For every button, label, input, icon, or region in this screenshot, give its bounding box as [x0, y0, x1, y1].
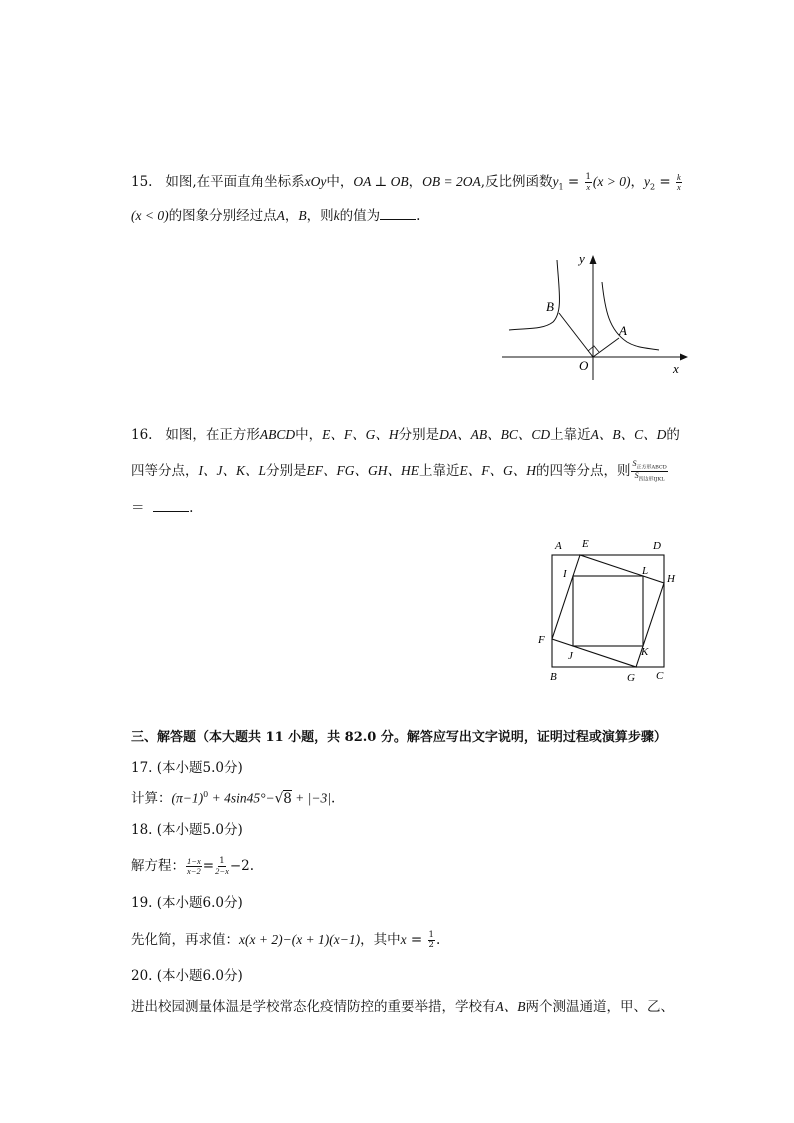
q16-line1: 16. 如图，在正方形ABCD中，E、F、G、H分别是DA、AB、BC、CD上靠近A、B、C、D的: [131, 427, 680, 443]
x-axis-arrow: [680, 354, 688, 361]
label-B: B: [546, 299, 554, 314]
svg-text:B: B: [550, 671, 557, 683]
figure-16-squares: [530, 535, 690, 685]
svg-text:F: F: [538, 634, 545, 646]
curve-y2: [509, 260, 560, 330]
q18-header: 18. (本小题5.0分): [131, 822, 243, 838]
q20-body: 进出校园测量体温是学校常态化疫情防控的重要举措，学校有A、B两个测温通道，甲、乙、: [131, 999, 674, 1015]
section-3-heading: 三、解答题（本大题共 11 小题，共 82.0 分。解答应写出文字说明，证明过程或演算步骤）: [131, 730, 667, 745]
sqrt-symbol: √: [274, 790, 284, 807]
svg-text:G: G: [627, 672, 635, 684]
q15-line1: 15. 如图,在平面直角坐标系xOy中，OA ⊥ OB，OB = 2OA,反比例函数$y_1$ = $\frac{1}{x}$ (x > 0)，$y_2$ = $\frac{k}{x}$: [131, 172, 681, 192]
answer-blank: [380, 209, 416, 220]
q18-body: 解方程： $\frac{1-x}{x-2}$ = $\frac{1}{2-x}$ −2.: [131, 856, 255, 876]
q16-line2: 四等分点，I、J、K、L分别是EF、FG、GH、HE上靠近E、F、G、H的四等分点，则 $\frac{S_{正方形ABCD}}{S_{四边形IJKL}}$: [131, 459, 667, 483]
svg-text:A: A: [555, 540, 562, 552]
figure-15-graph: [497, 250, 697, 380]
svg-text:C: C: [656, 670, 664, 682]
q16-number: 16.: [131, 427, 153, 443]
q15-line2: (x < 0)的图象分别经过点A，B，则k的值为 .: [131, 208, 421, 224]
label-O: O: [579, 358, 589, 373]
q20-header: 20. (本小题6.0分): [131, 968, 243, 984]
q17-header: 17. (本小题5.0分): [131, 760, 243, 776]
svg-text:D: D: [653, 540, 661, 552]
svg-text:I: I: [563, 568, 567, 580]
q15-number: 15.: [131, 173, 153, 190]
q15-y2-fraction: $\frac{k}{x}$: [677, 172, 681, 192]
segment-OA: [593, 338, 619, 357]
y-axis-arrow: [590, 255, 597, 264]
svg-text:L: L: [642, 565, 649, 577]
answer-blank: [153, 501, 189, 512]
q19-body: 先化简，再求值：x(x + 2)−(x + 1)(x−1)，其中x = $\frac{1}{2}$ .: [131, 930, 441, 950]
q16-area-ratio: $\frac{S_{正方形ABCD}}{S_{四边形IJKL}}$: [632, 459, 667, 483]
segment-OB: [559, 313, 593, 357]
q16-line3: ＝ .: [131, 500, 194, 516]
svg-text:H: H: [667, 573, 675, 585]
q15-y1-fraction: $\frac{1}{x}$: [585, 172, 591, 192]
svg-text:E: E: [582, 538, 589, 550]
svg-text:K: K: [641, 646, 649, 658]
svg-text:J: J: [568, 650, 573, 662]
label-y: y: [579, 251, 585, 266]
square-IJKL: [573, 576, 643, 646]
curve-y1: [602, 282, 659, 350]
q19-header: 19. (本小题6.0分): [131, 895, 243, 911]
q17-body: 计算：$(\pi-1)^0 + 4\sin 45^\circ-√8 + |-3|$.: [131, 790, 336, 807]
label-A: A: [619, 323, 627, 338]
label-x: x: [673, 361, 679, 376]
